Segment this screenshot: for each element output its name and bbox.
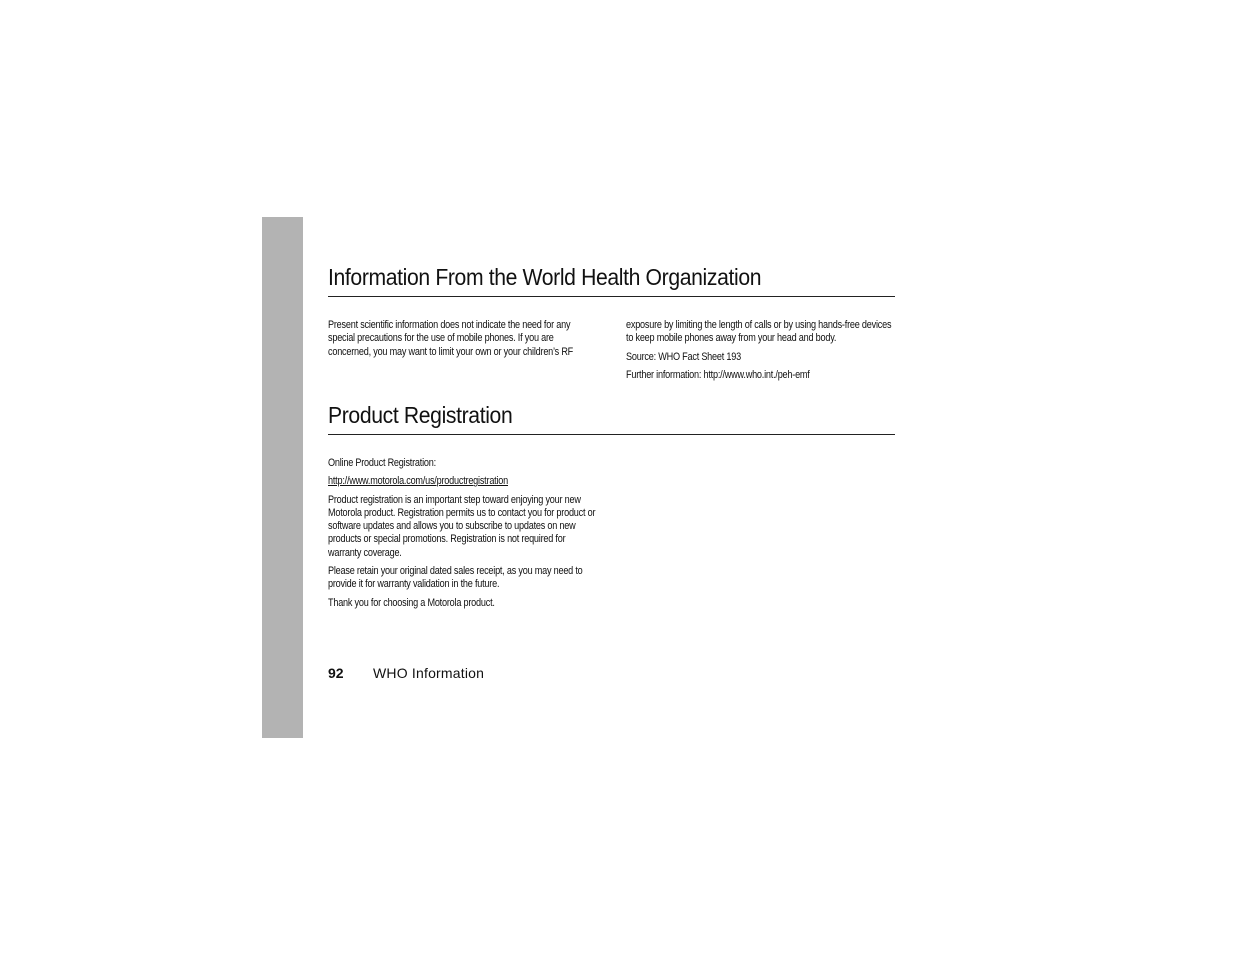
who-section-title: Information From the World Health Organization: [328, 264, 762, 290]
registration-label: Online Product Registration:: [328, 457, 436, 469]
registration-section-rule: [328, 434, 895, 435]
who-paragraph: Present scientific information does not indicate the need for any special precautions for the use of mobile phones. If you are concerned, you may want to limit your own or your children’s RF: [328, 319, 574, 358]
registration-paragraph: Thank you for choosing a Motorola product.: [328, 596, 495, 609]
registration-paragraph: Product registration is an important step toward enjoying your new Motorola product. Registration permits us to contact you for product or software updates and allows you to subscribe to updates on new products or special promotions. Registration is not required for warranty coverage.: [328, 493, 596, 559]
registration-section-title: Product Registration: [328, 402, 513, 428]
footer-section-name: WHO Information: [373, 665, 485, 681]
who-source: Source: WHO Fact Sheet 193: [625, 350, 741, 363]
page-number: 92: [328, 665, 344, 681]
registration-link[interactable]: http://www.motorola.com/us/productregistration: [328, 475, 509, 488]
who-section-rule: [328, 296, 895, 297]
who-column-right: [626, 319, 896, 387]
side-tab-bar: [262, 217, 303, 738]
registration-paragraph: Please retain your original dated sales receipt, as you may need to provide it for warranty validation in the future.: [328, 565, 583, 591]
who-section: [328, 262, 895, 387]
who-column-left: [328, 319, 598, 387]
registration-section: [328, 400, 895, 615]
page-footer: [328, 665, 484, 681]
registration-column: [328, 457, 598, 610]
who-further-info: Further information: http://www.who.int./peh-emf: [625, 368, 810, 381]
who-paragraph: exposure by limiting the length of calls or by using hands-free devices to keep mobile phones away from your head and body.: [625, 319, 891, 345]
who-section-columns: [328, 319, 895, 387]
